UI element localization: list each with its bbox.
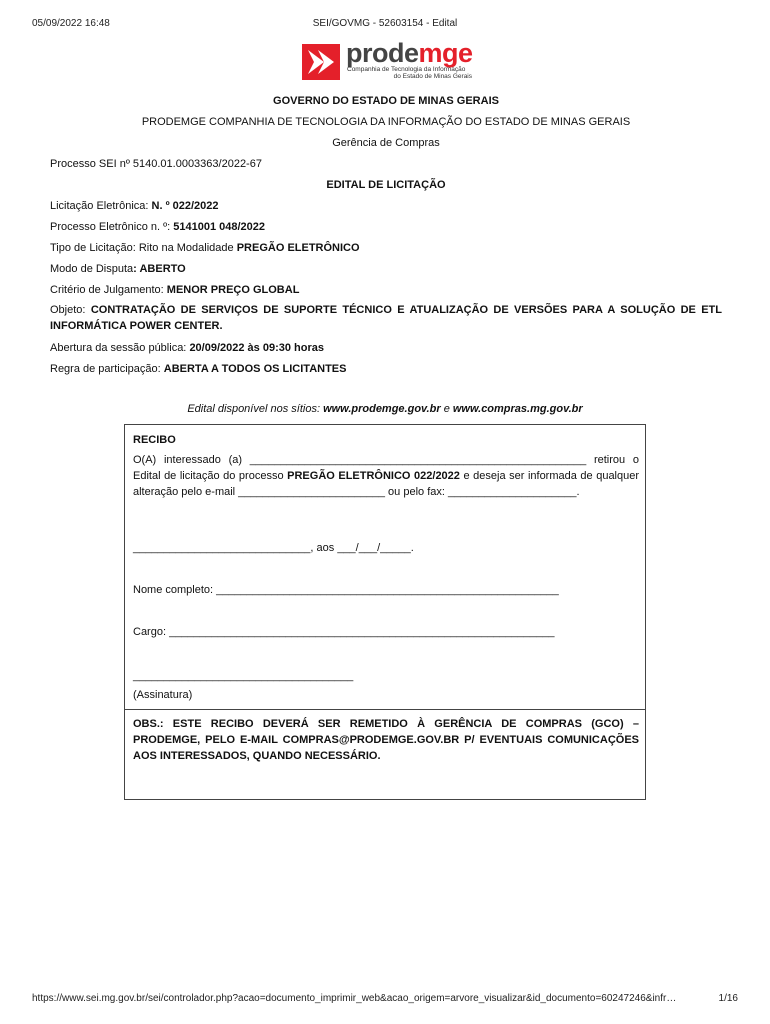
availability-site-prodemge[interactable]: www.prodemge.gov.br	[323, 403, 441, 415]
receipt-note: OBS.: ESTE RECIBO DEVERÁ SER REMETIDO À GERÊNCIA DE COMPRAS (GCO) – PRODEMGE, PELO E-MAIL COMPRAS@PRODEMGE.GOV.BR P/ EVENTUAIS COMUNICAÇÕES AOS INTERESSADOS, QUANDO NECESSÁRIO.	[133, 718, 639, 762]
receipt-paragraph-start: O(A) interessado (a) _______________________________________________________ retirou o Edital de licitação do processo	[133, 454, 639, 482]
field-objeto	[50, 302, 722, 334]
receipt-date-line: _____________________________, aos ___/___/_____.	[133, 542, 414, 554]
field-processo-label: Processo Eletrônico n. º:	[50, 221, 171, 233]
company-heading: PRODEMGE COMPANHIA DE TECNOLOGIA DA INFORMAÇÃO DO ESTADO DE MINAS GERAIS	[141, 116, 631, 128]
field-licitacao-value: N. º 022/2022	[151, 200, 219, 212]
receipt-name-line: Nome completo: ________________________________________________________	[133, 584, 559, 596]
availability-prefix: Edital disponível nos sítios:	[187, 403, 320, 415]
receipt-signature-caption: (Assinatura)	[133, 689, 193, 701]
field-abertura	[50, 341, 324, 355]
field-abertura-value: 20/09/2022 às 09:30 horas	[189, 342, 324, 354]
field-objeto-value: CONTRATAÇÃO DE SERVIÇOS DE SUPORTE TÉCNICO E ATUALIZAÇÃO DE VERSÕES PARA A SOLUÇÃO DE ETL INFORMÁTICA POWER CENTER.	[50, 304, 722, 332]
department-heading: Gerência de Compras	[332, 137, 440, 149]
logo-wordmark	[346, 38, 473, 69]
receipt-divider	[125, 709, 645, 710]
print-footer-page: 1/16	[718, 993, 738, 1004]
field-criterio	[50, 283, 299, 297]
field-regra-label: Regra de participação:	[50, 363, 161, 375]
field-regra	[50, 362, 346, 376]
prodemge-logo	[302, 38, 473, 82]
logo-wordmark-prefix: prode	[346, 38, 419, 68]
logo-tagline-line2: do Estado de Minas Gerais	[393, 73, 472, 80]
receipt-title: RECIBO	[133, 434, 176, 446]
field-abertura-label: Abertura da sessão pública:	[50, 342, 187, 354]
field-processo	[50, 220, 265, 234]
field-licitacao-label: Licitação Eletrônica:	[50, 200, 149, 212]
availability-site-compras[interactable]: www.compras.mg.gov.br	[452, 403, 583, 415]
process-number: Processo SEI nº 5140.01.0003363/2022-67	[50, 158, 262, 170]
field-licitacao	[50, 199, 219, 213]
prodemge-logo-mark-icon	[302, 44, 340, 80]
field-modo-label: Modo de Disputa	[50, 263, 134, 275]
logo-tagline-line1: Companhia de Tecnologia da Informação	[347, 66, 466, 73]
field-tipo-value: PREGÃO ELETRÔNICO	[236, 242, 360, 254]
field-tipo-label: Tipo de Licitação: Rito na Modalidade	[50, 242, 234, 254]
receipt-paragraph-end: e deseja ser informada de qualquer alteração pelo e-mail ________________________ ou pelo fax: _____________________.	[133, 470, 640, 498]
field-regra-value: ABERTA A TODOS OS LICITANTES	[163, 363, 347, 375]
print-datetime: 05/09/2022 16:48	[32, 18, 110, 29]
field-modo-value: : ABERTO	[133, 263, 186, 275]
receipt-signature-line: ____________________________________	[133, 670, 354, 682]
logo-wordmark-accent: mge	[418, 38, 473, 68]
logo-tagline	[347, 66, 472, 80]
receipt-role-line: Cargo: _______________________________________________________________	[133, 626, 555, 638]
print-title: SEI/GOVMG - 52603154 - Edital	[312, 18, 458, 29]
receipt-box	[124, 424, 646, 800]
government-heading: GOVERNO DO ESTADO DE MINAS GERAIS	[273, 95, 499, 107]
receipt-paragraph	[133, 452, 639, 500]
field-criterio-label: Critério de Julgamento:	[50, 284, 164, 296]
notice-title: EDITAL DE LICITAÇÃO	[326, 179, 446, 191]
availability-line	[0, 403, 770, 415]
field-tipo	[50, 241, 360, 255]
field-processo-value: 5141001 048/2022	[173, 221, 266, 233]
field-modo	[50, 262, 186, 276]
receipt-paragraph-process: PREGÃO ELETRÔNICO 022/2022	[287, 470, 460, 482]
availability-conjunction: e	[443, 403, 450, 415]
field-criterio-value: MENOR PREÇO GLOBAL	[166, 284, 300, 296]
print-footer-url: https://www.sei.mg.gov.br/sei/controlador.php?acao=documento_imprimir_web&acao_origem=arvore_visualizar&id_documento=60247246&infr…	[32, 993, 677, 1004]
field-objeto-label: Objeto:	[50, 304, 86, 316]
